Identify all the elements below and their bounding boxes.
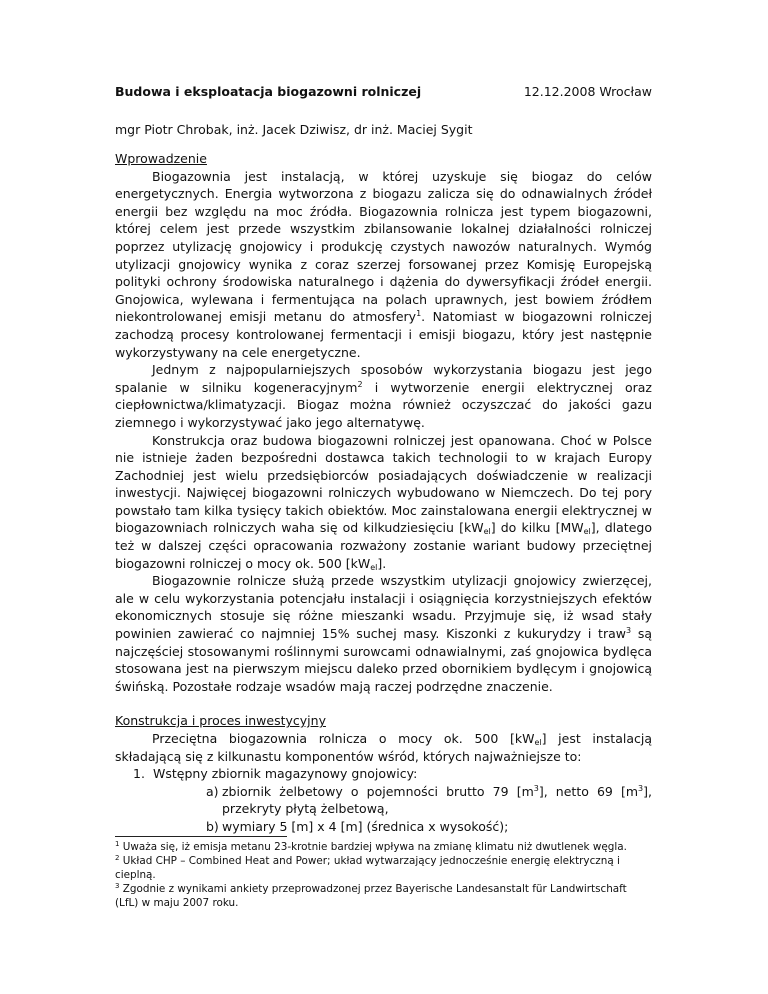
sub-list-item: [115, 818, 652, 836]
paragraph-text: Biogazownie rolnicze służą przede wszystkim utylizacji gnojowicy zwierzęcej, ale w celu wykorzystania potencjału instalacji i osiągnięcia korzystniejszych efektów ekonomicznych stosuje się różne mieszanki wsadu. Przyjmuje się, iż wsad stały powinien zawierać co najmniej 15% suchej masy. Kiszonki z kukurydzy i traw: [115, 573, 652, 642]
document-body: [115, 150, 652, 836]
footnote-separator: [115, 836, 287, 837]
sub-list-text: ], przekryty płytą żelbetową,: [222, 783, 652, 817]
footnote: [115, 854, 652, 882]
sub-list-item: [115, 783, 652, 818]
sub-list-letter: a): [206, 783, 219, 799]
superscript: 3: [533, 783, 539, 793]
paragraph-text: Jednym z najpopularniejszych sposobów wykorzystania biogazu jest jego spalanie w silniku kogeneracyjnym: [115, 362, 652, 395]
footnote-text: Układ CHP – Combined Heat and Power; układ wytwarzający jednocześnie energię elektryczną i cieplną.: [115, 855, 620, 881]
component-list: [115, 765, 652, 783]
subscript: el: [534, 738, 542, 747]
paragraph: [115, 168, 652, 362]
sub-list: [115, 783, 652, 836]
footnote: [115, 882, 652, 910]
footnote-text: Zgodnie z wynikami ankiety przeprowadzonej przez Bayerische Landesanstalt für Landwirtschaft (LfL) w maju 2007 roku.: [115, 883, 627, 909]
paragraph: [115, 572, 652, 695]
footnotes: [115, 836, 652, 910]
footnote-number: 3: [115, 882, 120, 890]
paragraph-text: . Natomiast w biogazowni rolniczej zachodzą procesy kontrolowanej fermentacji i emisji biogazu, który jest następnie wykorzystywany na cele energetyczne.: [115, 309, 653, 360]
paragraph: [115, 730, 652, 765]
paragraph: [115, 432, 652, 573]
section-title-introduction: Wprowadzenie: [115, 151, 207, 166]
document-title: Budowa i eksploatacja biogazowni rolniczej: [115, 84, 422, 99]
section-title-construction: Konstrukcja i proces inwestycyjny: [115, 713, 326, 729]
list-number: 1.: [133, 766, 145, 782]
footnote: [115, 840, 652, 854]
footnote-ref: 2: [357, 379, 363, 389]
paragraph-text: Przeciętna biogazownia rolnicza o mocy ok. 500 [kW: [152, 731, 535, 746]
footnote-number: 2: [115, 854, 120, 862]
sub-list-text: zbiornik żelbetowy o pojemności brutto 79 [m: [222, 783, 534, 799]
sub-list-text: ], netto 69 [m: [538, 783, 639, 799]
paragraph-text: ] jest instalacją składającą się z kilkunastu komponentów wśród, których najważniejsze to:: [115, 731, 653, 764]
subscript: el: [483, 527, 491, 537]
paragraph-text: ].: [377, 555, 387, 571]
document-date-place: 12.12.2008 Wrocław: [523, 84, 652, 99]
paragraph-text: ], dlatego też w dalszej części opracowania rozważony zostanie wariant budowy przeciętnej biogazowni rolniczej o mocy ok. 500 [kW: [115, 520, 652, 571]
footnote-ref: 1: [416, 309, 422, 319]
subscript: el: [370, 562, 378, 572]
list-item: [115, 765, 652, 783]
paragraph-text: Konstrukcja oraz budowa biogazowni rolniczej jest opanowana. Choć w Polsce nie istnieje żaden bezpośredni dostawca takich technologii to w krajach Europy Zachodniej jest wielu przedsiębiorców posiadających doświadczenie w realizacji inwestycji. Najwięcej biogazowni rolniczych wybudowano w Niemczech. Do tej pory powstało tam kilka tysięcy takich obiektów. Moc zainstalowana energii elektrycznej w biogazowniach rolniczych waha się od kilkudziesięciu [kW: [115, 432, 652, 536]
footnote-text: Uważa się, iż emisja metanu 23-krotnie bardziej wpływa na zmianę klimatu niż dwutlenek węgla.: [119, 841, 627, 853]
paragraph-text: i wytworzenie energii elektrycznej oraz ciepłownictwa/klimatyzacji. Biogaz można również oczyszczać do jakości gazu ziemnego i wykorzystywać jako jego alternatywę.: [115, 379, 652, 430]
paragraph-text: są najczęściej stosowanymi roślinnymi surowcami odnawialnymi, zaś gnojowica bydlęca stosowana jest na pierwszym miejscu daleko przed obornikiem bydlęcym i gnojowicą świńską. Pozostałe rodzaje wsadów mają raczej podrzędne znaczenie.: [115, 626, 652, 694]
paragraph-text: ] do kilku [MW: [490, 520, 584, 536]
paragraph-text: Biogazownia jest instalacją, w której uzyskuje się biogaz do celów energetycznych. Energia wytworzona z biogazu zalicza się do odnawialnych źródeł energii bez względu na moc źródła. Biogazownia rolnicza jest typem biogazowni, której celem jest przede wszystkim zbilansowanie lokalnej działalności rolniczej poprzez utylizację gnojowicy i produkcję czystych nawozów naturalnych. Wymóg utylizacji gnojowicy wynika z coraz szerzej forsowanej przez Komisję Europejską polityki ochrony środowiska naturalnego i dążenia do dywersyfikacji źródeł energii. Gnojowica, wylewana i fermentująca na polach uprawnych, jest bowiem źródłem niekontrolowanej emisji metanu do atmosfery: [115, 168, 652, 325]
list-item-text: Wstępny zbiornik magazynowy gnojowicy:: [153, 766, 418, 782]
superscript: 3: [638, 783, 644, 793]
footnote-number: 1: [115, 840, 120, 848]
footnote-ref: 3: [626, 626, 632, 636]
sub-list-letter: b): [206, 818, 219, 834]
paragraph: [115, 361, 652, 431]
sub-list-text: wymiary 5 [m] x 4 [m] (średnica x wysokość);: [222, 818, 509, 834]
document-authors: mgr Piotr Chrobak, inż. Jacek Dziwisz, dr inż. Maciej Sygit: [115, 122, 473, 137]
subscript: el: [583, 527, 591, 537]
